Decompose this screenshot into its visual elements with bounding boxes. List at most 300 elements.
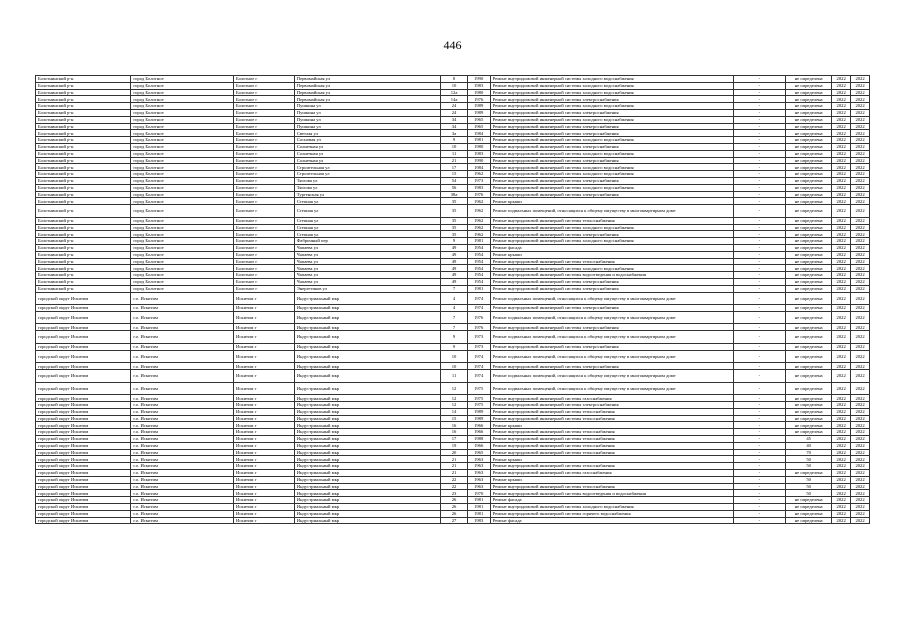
cost-cell: - bbox=[733, 311, 785, 324]
cost-note-cell: не определена bbox=[786, 331, 832, 344]
municipality-cell: городской округ Искитим bbox=[36, 370, 131, 383]
start-year-cell: 2022 bbox=[832, 470, 851, 477]
table-row bbox=[36, 123, 870, 130]
house-cell: 17 bbox=[441, 164, 467, 171]
municipality-cell: городской округ Искитим bbox=[36, 343, 131, 350]
municipality-cell: Болотнинский р-н bbox=[36, 82, 131, 89]
municipality-cell: Болотнинский р-н bbox=[36, 258, 131, 265]
work-type-cell: Ремонт внутридомовой инженерной системы холодного водоснабжения bbox=[490, 137, 733, 144]
start-year-cell: 2022 bbox=[832, 103, 851, 110]
cost-note-cell: не определена bbox=[786, 285, 832, 292]
end-year-cell: 2022 bbox=[851, 244, 870, 251]
start-year-cell: 2022 bbox=[832, 436, 851, 443]
house-cell: 15 bbox=[441, 415, 467, 422]
table-row bbox=[36, 470, 870, 477]
municipality-cell: Болотнинский р-н bbox=[36, 191, 131, 198]
end-year-cell: 2022 bbox=[851, 483, 870, 490]
municipality-cell: городской округ Искитим bbox=[36, 415, 131, 422]
settlement-cell: город Болотное bbox=[131, 96, 234, 103]
street-cell: Тяглова ул bbox=[294, 184, 441, 191]
house-cell: 7 bbox=[441, 311, 467, 324]
end-year-cell: 2022 bbox=[851, 137, 870, 144]
street-cell: Индустриальный мкр bbox=[294, 436, 441, 443]
municipality-cell: Болотнинский р-н bbox=[36, 143, 131, 150]
settlement-cell: г.о. Искитим bbox=[131, 476, 234, 483]
work-type-cell: Ремонт внутридомовой инженерной системы холодного водоснабжения bbox=[490, 265, 733, 272]
year-cell: 1974 bbox=[467, 363, 490, 370]
municipality-cell: Болотнинский р-н bbox=[36, 164, 131, 171]
year-cell: 1954 bbox=[467, 244, 490, 251]
table-row bbox=[36, 191, 870, 198]
end-year-cell: 2022 bbox=[851, 363, 870, 370]
street-cell: Степная ул bbox=[294, 231, 441, 238]
table-row bbox=[36, 272, 870, 279]
work-type-cell: Ремонт внутридомовой инженерной системы теплоснабжения bbox=[490, 436, 733, 443]
year-cell: 1981 bbox=[467, 497, 490, 504]
street-cell: Индустриальный мкр bbox=[294, 463, 441, 470]
municipality-cell: Болотнинский р-н bbox=[36, 89, 131, 96]
year-cell: 1954 bbox=[467, 258, 490, 265]
cost-cell: - bbox=[733, 130, 785, 137]
year-cell: 1990 bbox=[467, 157, 490, 164]
cost-note-cell: не определена bbox=[786, 363, 832, 370]
cost-note-cell: не определена bbox=[786, 89, 832, 96]
municipality-cell: городской округ Искитим bbox=[36, 463, 131, 470]
start-year-cell: 2022 bbox=[832, 198, 851, 205]
year-cell: 1989 bbox=[467, 103, 490, 110]
settlement-cell: г.о. Искитим bbox=[131, 510, 234, 517]
year-cell: 1970 bbox=[467, 490, 490, 497]
table-row bbox=[36, 497, 870, 504]
table-row bbox=[36, 370, 870, 383]
house-cell: 49 bbox=[441, 265, 467, 272]
end-year-cell: 2022 bbox=[851, 510, 870, 517]
work-type-cell: Ремонт крыши bbox=[490, 456, 733, 463]
locality-cell: Болотное г bbox=[234, 96, 295, 103]
table-row bbox=[36, 164, 870, 171]
start-year-cell: 2022 bbox=[832, 217, 851, 224]
street-cell: Чапаева ул bbox=[294, 265, 441, 272]
street-cell: Степная ул bbox=[294, 198, 441, 205]
house-cell: 10 bbox=[441, 363, 467, 370]
table-row bbox=[36, 96, 870, 103]
table-row bbox=[36, 103, 870, 110]
street-cell: Индустриальный мкр bbox=[294, 350, 441, 363]
start-year-cell: 2022 bbox=[832, 231, 851, 238]
street-cell: Индустриальный мкр bbox=[294, 476, 441, 483]
cost-note-cell: не определена bbox=[786, 82, 832, 89]
cost-cell: - bbox=[733, 442, 785, 449]
year-cell: 1980 bbox=[467, 89, 490, 96]
municipality-cell: городской округ Искитим bbox=[36, 402, 131, 409]
house-cell: 54 bbox=[441, 177, 467, 184]
cost-note-cell: 50 bbox=[786, 476, 832, 483]
cost-cell: - bbox=[733, 157, 785, 164]
cost-cell: - bbox=[733, 217, 785, 224]
start-year-cell: 2022 bbox=[832, 109, 851, 116]
start-year-cell: 2022 bbox=[832, 429, 851, 436]
locality-cell: Искитим г bbox=[234, 382, 295, 395]
house-cell: 49 bbox=[441, 251, 467, 258]
municipality-cell: городской округ Искитим bbox=[36, 436, 131, 443]
year-cell: 1976 bbox=[467, 191, 490, 198]
house-cell: 17 bbox=[441, 436, 467, 443]
end-year-cell: 2022 bbox=[851, 402, 870, 409]
locality-cell: Искитим г bbox=[234, 483, 295, 490]
end-year-cell: 2022 bbox=[851, 76, 870, 83]
cost-note-cell: не определена bbox=[786, 143, 832, 150]
municipality-cell: Болотнинский р-н bbox=[36, 177, 131, 184]
street-cell: Чапаева ул bbox=[294, 278, 441, 285]
settlement-cell: город Болотное bbox=[131, 150, 234, 157]
house-cell: 34 bbox=[441, 116, 467, 123]
cost-note-cell: не определена bbox=[786, 123, 832, 130]
settlement-cell: г.о. Искитим bbox=[131, 497, 234, 504]
house-cell: 4 bbox=[441, 305, 467, 312]
municipality-cell: Болотнинский р-н bbox=[36, 109, 131, 116]
locality-cell: Болотное г bbox=[234, 205, 295, 218]
start-year-cell: 2022 bbox=[832, 370, 851, 383]
table-row bbox=[36, 476, 870, 483]
settlement-cell: город Болотное bbox=[131, 109, 234, 116]
street-cell: Индустриальный мкр bbox=[294, 305, 441, 312]
municipality-cell: Болотнинский р-н bbox=[36, 231, 131, 238]
locality-cell: Болотное г bbox=[234, 191, 295, 198]
cost-note-cell: не определена bbox=[786, 103, 832, 110]
locality-cell: Болотное г bbox=[234, 82, 295, 89]
house-cell: 23 bbox=[441, 490, 467, 497]
end-year-cell: 2022 bbox=[851, 497, 870, 504]
street-cell: Индустриальный мкр bbox=[294, 429, 441, 436]
locality-cell: Болотное г bbox=[234, 103, 295, 110]
settlement-cell: город Болотное bbox=[131, 217, 234, 224]
work-type-cell: Ремонт внутридомовой инженерной системы электроснабжения bbox=[490, 363, 733, 370]
table-row bbox=[36, 238, 870, 245]
cost-cell: - bbox=[733, 350, 785, 363]
end-year-cell: 2022 bbox=[851, 224, 870, 231]
cost-note-cell: не определена bbox=[786, 217, 832, 224]
street-cell: Индустриальный мкр bbox=[294, 422, 441, 429]
house-cell: 16 bbox=[441, 429, 467, 436]
end-year-cell: 2022 bbox=[851, 238, 870, 245]
locality-cell: Искитим г bbox=[234, 470, 295, 477]
street-cell: Индустриальный мкр bbox=[294, 382, 441, 395]
settlement-cell: г.о. Искитим bbox=[131, 470, 234, 477]
work-type-cell: Ремонт подвальных помещений, относящихся к общему имуществу в многоквартирном доме bbox=[490, 205, 733, 218]
locality-cell: Болотное г bbox=[234, 224, 295, 231]
table-row bbox=[36, 224, 870, 231]
municipality-cell: городской округ Искитим bbox=[36, 442, 131, 449]
start-year-cell: 2022 bbox=[832, 402, 851, 409]
end-year-cell: 2022 bbox=[851, 504, 870, 511]
work-type-cell: Ремонт внутридомовой инженерной системы теплоснабжения bbox=[490, 258, 733, 265]
settlement-cell: город Болотное bbox=[131, 198, 234, 205]
settlement-cell: г.о. Искитим bbox=[131, 422, 234, 429]
year-cell: 1981 bbox=[467, 285, 490, 292]
municipality-cell: Болотнинский р-н bbox=[36, 272, 131, 279]
settlement-cell: г.о. Искитим bbox=[131, 402, 234, 409]
start-year-cell: 2022 bbox=[832, 157, 851, 164]
municipality-cell: Болотнинский р-н bbox=[36, 116, 131, 123]
work-type-cell: Ремонт внутридомовой инженерной системы газоснабжения bbox=[490, 470, 733, 477]
settlement-cell: г.о. Искитим bbox=[131, 305, 234, 312]
settlement-cell: г.о. Искитим bbox=[131, 343, 234, 350]
locality-cell: Искитим г bbox=[234, 305, 295, 312]
street-cell: Степная ул bbox=[294, 224, 441, 231]
cost-note-cell: не определена bbox=[786, 251, 832, 258]
locality-cell: Искитим г bbox=[234, 490, 295, 497]
street-cell: Энергетиков ул bbox=[294, 285, 441, 292]
end-year-cell: 2022 bbox=[851, 449, 870, 456]
municipality-cell: городской округ Искитим bbox=[36, 504, 131, 511]
street-cell: Индустриальный мкр bbox=[294, 395, 441, 402]
municipality-cell: Болотнинский р-н bbox=[36, 278, 131, 285]
street-cell: Индустриальный мкр bbox=[294, 497, 441, 504]
end-year-cell: 2022 bbox=[851, 198, 870, 205]
work-type-cell: Ремонт внутридомовой инженерной системы теплоснабжения bbox=[490, 415, 733, 422]
work-type-cell: Ремонт внутридомовой инженерной системы газоснабжения bbox=[490, 395, 733, 402]
end-year-cell: 2022 bbox=[851, 231, 870, 238]
cost-cell: - bbox=[733, 150, 785, 157]
year-cell: 1962 bbox=[467, 224, 490, 231]
year-cell: 1963 bbox=[467, 476, 490, 483]
cost-cell: - bbox=[733, 395, 785, 402]
settlement-cell: г.о. Искитим bbox=[131, 517, 234, 524]
settlement-cell: город Болотное bbox=[131, 205, 234, 218]
cost-note-cell: не определена bbox=[786, 311, 832, 324]
cost-note-cell: не определена bbox=[786, 429, 832, 436]
year-cell: 1981 bbox=[467, 238, 490, 245]
municipality-cell: городской округ Искитим bbox=[36, 408, 131, 415]
cost-cell: - bbox=[733, 497, 785, 504]
end-year-cell: 2022 bbox=[851, 422, 870, 429]
house-cell: 16 bbox=[441, 422, 467, 429]
cost-cell: - bbox=[733, 449, 785, 456]
locality-cell: Болотное г bbox=[234, 143, 295, 150]
year-cell: 1976 bbox=[467, 324, 490, 331]
municipality-cell: Болотнинский р-н bbox=[36, 251, 131, 258]
end-year-cell: 2022 bbox=[851, 343, 870, 350]
year-cell: 1989 bbox=[467, 109, 490, 116]
cost-cell: - bbox=[733, 103, 785, 110]
cost-cell: - bbox=[733, 415, 785, 422]
settlement-cell: г.о. Искитим bbox=[131, 429, 234, 436]
settlement-cell: город Болотное bbox=[131, 244, 234, 251]
house-cell: 35 bbox=[441, 217, 467, 224]
start-year-cell: 2022 bbox=[832, 82, 851, 89]
year-cell: 1966 bbox=[467, 429, 490, 436]
work-type-cell: Ремонт внутридомовой инженерной системы электроснабжения bbox=[490, 177, 733, 184]
street-cell: Тургенская ул bbox=[294, 191, 441, 198]
end-year-cell: 2022 bbox=[851, 272, 870, 279]
table-row bbox=[36, 395, 870, 402]
locality-cell: Болотное г bbox=[234, 150, 295, 157]
year-cell: 1976 bbox=[467, 96, 490, 103]
locality-cell: Болотное г bbox=[234, 171, 295, 178]
locality-cell: Болотное г bbox=[234, 244, 295, 251]
settlement-cell: город Болотное bbox=[131, 258, 234, 265]
settlement-cell: г.о. Искитим bbox=[131, 449, 234, 456]
table-row bbox=[36, 324, 870, 331]
year-cell: 1974 bbox=[467, 350, 490, 363]
municipality-cell: городской округ Искитим bbox=[36, 470, 131, 477]
end-year-cell: 2022 bbox=[851, 285, 870, 292]
end-year-cell: 2022 bbox=[851, 89, 870, 96]
cost-note-cell: не определена bbox=[786, 116, 832, 123]
cost-note-cell: не определена bbox=[786, 224, 832, 231]
cost-cell: - bbox=[733, 324, 785, 331]
year-cell: 1966 bbox=[467, 422, 490, 429]
street-cell: Тяглова ул bbox=[294, 177, 441, 184]
start-year-cell: 2022 bbox=[832, 251, 851, 258]
cost-note-cell: не определена bbox=[786, 265, 832, 272]
table-row bbox=[36, 184, 870, 191]
house-cell: 12 bbox=[441, 382, 467, 395]
cost-note-cell: 45 bbox=[786, 436, 832, 443]
street-cell: Индустриальный мкр bbox=[294, 331, 441, 344]
settlement-cell: г.о. Искитим bbox=[131, 490, 234, 497]
start-year-cell: 2022 bbox=[832, 272, 851, 279]
cost-note-cell: не определена bbox=[786, 171, 832, 178]
table-row bbox=[36, 244, 870, 251]
work-type-cell: Ремонт внутридомовой инженерной системы теплоснабжения bbox=[490, 217, 733, 224]
table-row bbox=[36, 510, 870, 517]
year-cell: 1983 bbox=[467, 82, 490, 89]
street-cell: Чапаева ул bbox=[294, 272, 441, 279]
street-cell: Светлая ул bbox=[294, 130, 441, 137]
work-type-cell: Ремонт внутридомовой инженерной системы теплоснабжения bbox=[490, 483, 733, 490]
work-type-cell: Ремонт внутридомовой инженерной системы холодного водоснабжения bbox=[490, 184, 733, 191]
locality-cell: Искитим г bbox=[234, 463, 295, 470]
cost-cell: - bbox=[733, 510, 785, 517]
settlement-cell: город Болотное bbox=[131, 251, 234, 258]
start-year-cell: 2022 bbox=[832, 130, 851, 137]
locality-cell: Искитим г bbox=[234, 517, 295, 524]
cost-cell: - bbox=[733, 408, 785, 415]
end-year-cell: 2022 bbox=[851, 350, 870, 363]
cost-note-cell: не определена bbox=[786, 497, 832, 504]
table-row bbox=[36, 402, 870, 409]
street-cell: Индустриальный мкр bbox=[294, 415, 441, 422]
locality-cell: Искитим г bbox=[234, 311, 295, 324]
year-cell: 1962 bbox=[467, 217, 490, 224]
street-cell: Индустриальный мкр bbox=[294, 517, 441, 524]
year-cell: 1954 bbox=[467, 251, 490, 258]
municipality-cell: городской округ Искитим bbox=[36, 311, 131, 324]
street-cell: Солнечная ул bbox=[294, 143, 441, 150]
cost-cell: - bbox=[733, 224, 785, 231]
work-type-cell: Ремонт внутридомовой инженерной системы водоотведения и водоснабжения bbox=[490, 272, 733, 279]
start-year-cell: 2022 bbox=[832, 350, 851, 363]
table-row bbox=[36, 171, 870, 178]
table-row bbox=[36, 109, 870, 116]
start-year-cell: 2022 bbox=[832, 177, 851, 184]
cost-note-cell: не определена bbox=[786, 382, 832, 395]
end-year-cell: 2022 bbox=[851, 217, 870, 224]
settlement-cell: город Болотное bbox=[131, 177, 234, 184]
table-row bbox=[36, 265, 870, 272]
municipality-cell: Болотнинский р-н bbox=[36, 224, 131, 231]
locality-cell: Болотное г bbox=[234, 137, 295, 144]
municipality-cell: Болотнинский р-н bbox=[36, 130, 131, 137]
end-year-cell: 2022 bbox=[851, 292, 870, 305]
table-row bbox=[36, 130, 870, 137]
table-row bbox=[36, 258, 870, 265]
settlement-cell: г.о. Искитим bbox=[131, 331, 234, 344]
locality-cell: Болотное г bbox=[234, 184, 295, 191]
settlement-cell: г.о. Искитим bbox=[131, 370, 234, 383]
start-year-cell: 2022 bbox=[832, 224, 851, 231]
locality-cell: Искитим г bbox=[234, 350, 295, 363]
street-cell: Индустриальный мкр bbox=[294, 490, 441, 497]
year-cell: 1973 bbox=[467, 331, 490, 344]
work-type-cell: Ремонт внутридомовой инженерной системы холодного водоснабжения bbox=[490, 103, 733, 110]
municipality-cell: Болотнинский р-н bbox=[36, 217, 131, 224]
street-cell: Фабричный пер bbox=[294, 238, 441, 245]
house-cell: 12 bbox=[441, 395, 467, 402]
year-cell: 1989 bbox=[467, 415, 490, 422]
cost-cell: - bbox=[733, 476, 785, 483]
year-cell: 1981 bbox=[467, 504, 490, 511]
municipality-cell: городской округ Искитим bbox=[36, 490, 131, 497]
end-year-cell: 2022 bbox=[851, 103, 870, 110]
end-year-cell: 2022 bbox=[851, 331, 870, 344]
year-cell: 1981 bbox=[467, 137, 490, 144]
work-type-cell: Ремонт внутридомовой инженерной системы холодного водоснабжения bbox=[490, 164, 733, 171]
settlement-cell: г.о. Искитим bbox=[131, 456, 234, 463]
cost-note-cell: не определена bbox=[786, 408, 832, 415]
street-cell: Индустриальный мкр bbox=[294, 363, 441, 370]
table-row bbox=[36, 305, 870, 312]
municipality-cell: Болотнинский р-н bbox=[36, 76, 131, 83]
work-type-cell: Ремонт внутридомовой инженерной системы электроснабжения bbox=[490, 278, 733, 285]
locality-cell: Искитим г bbox=[234, 343, 295, 350]
cost-note-cell: 50 bbox=[786, 463, 832, 470]
start-year-cell: 2022 bbox=[832, 137, 851, 144]
work-type-cell: Ремонт внутридомовой инженерной системы электроснабжения bbox=[490, 96, 733, 103]
street-cell: Солнечная ул bbox=[294, 150, 441, 157]
table-row bbox=[36, 415, 870, 422]
end-year-cell: 2022 bbox=[851, 278, 870, 285]
work-type-cell: Ремонт внутридомовой инженерной системы водоотведения и водоснабжения bbox=[490, 490, 733, 497]
house-cell: 26 bbox=[441, 497, 467, 504]
cost-cell: - bbox=[733, 331, 785, 344]
start-year-cell: 2022 bbox=[832, 292, 851, 305]
start-year-cell: 2022 bbox=[832, 265, 851, 272]
house-cell: 49 bbox=[441, 244, 467, 251]
municipality-cell: городской округ Искитим bbox=[36, 324, 131, 331]
work-type-cell: Ремонт внутридомовой инженерной системы холодного водоснабжения bbox=[490, 224, 733, 231]
settlement-cell: город Болотное bbox=[131, 157, 234, 164]
table-row bbox=[36, 285, 870, 292]
municipality-cell: городской округ Искитим bbox=[36, 395, 131, 402]
start-year-cell: 2022 bbox=[832, 96, 851, 103]
settlement-cell: город Болотное bbox=[131, 103, 234, 110]
cost-cell: - bbox=[733, 436, 785, 443]
start-year-cell: 2022 bbox=[832, 89, 851, 96]
cost-note-cell: не определена bbox=[786, 402, 832, 409]
start-year-cell: 2022 bbox=[832, 238, 851, 245]
cost-note-cell: не определена bbox=[786, 184, 832, 191]
locality-cell: Искитим г bbox=[234, 422, 295, 429]
table-row bbox=[36, 278, 870, 285]
cost-note-cell: не определена bbox=[786, 510, 832, 517]
work-type-cell: Ремонт внутридомовой инженерной системы электроснабжения bbox=[490, 123, 733, 130]
cost-cell: - bbox=[733, 370, 785, 383]
cost-cell: - bbox=[733, 231, 785, 238]
table-row bbox=[36, 143, 870, 150]
cost-note-cell: не определена bbox=[786, 517, 832, 524]
